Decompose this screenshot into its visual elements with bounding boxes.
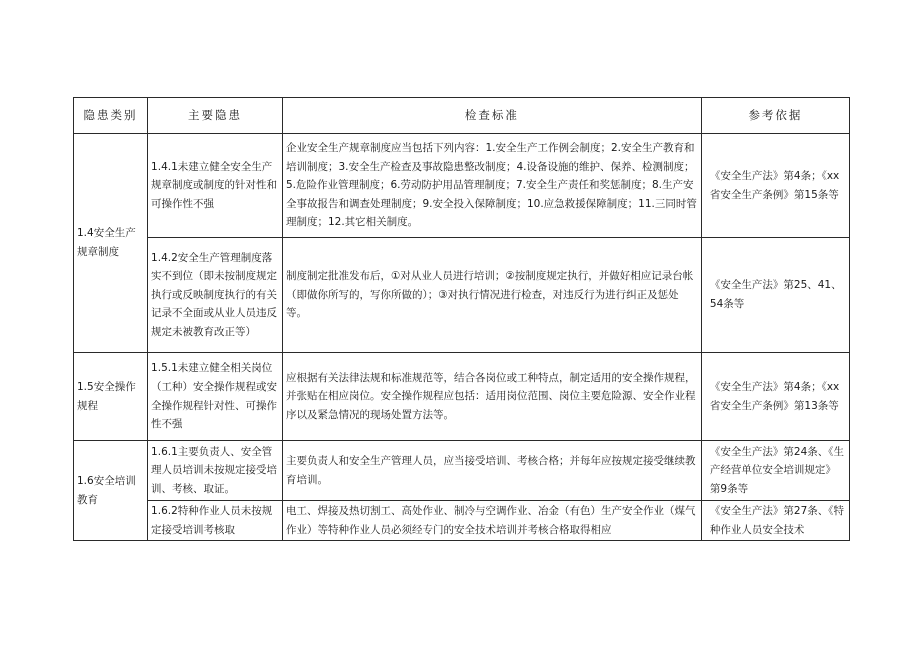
reference-cell: 《安全生产法》第4条；《xx省安全生产条例》第13条等 — [701, 353, 849, 441]
hazard-cell: 1.6.1主要负责人、安全管理人员培训未按规定接受培训、考核、取证。 — [148, 441, 283, 501]
reference-cell: 《安全生产法》第24条、《生产经营单位安全培训规定》第9条等 — [701, 441, 849, 501]
header-reference: 参考依据 — [701, 98, 849, 134]
table-row — [74, 134, 850, 238]
reference-cell: 《安全生产法》第4条；《xx省安全生产条例》第15条等 — [701, 134, 849, 238]
standard-cell: 制度制定批准发布后，①对从业人员进行培训；②按制度规定执行，并做好相应记录台帐（即做你所写的，写你所做的）；③对执行情况进行检查，对违反行为进行纠正及惩处等。 — [282, 238, 701, 353]
standard-cell: 电工、焊接及热切割工、高处作业、制冷与空调作业、冶金（有色）生产安全作业（煤气作业）等特种作业人员必须经专门的安全技术培训并考核合格取得相应 — [282, 501, 701, 541]
standard-cell: 主要负责人和安全生产管理人员，应当接受培训、考核合格；并每年应按规定接受继续教育培训。 — [282, 441, 701, 501]
reference-cell: 《安全生产法》第25、41、54条等 — [701, 238, 849, 353]
header-standard: 检查标准 — [282, 98, 701, 134]
table-row — [74, 238, 850, 353]
category-cell: 1.6安全培训教育 — [74, 441, 148, 541]
header-category: 隐患类别 — [74, 98, 148, 134]
header-row — [74, 98, 850, 134]
reference-cell: 《安全生产法》第27条、《特种作业人员安全技术 — [701, 501, 849, 541]
table-row — [74, 353, 850, 441]
standard-cell: 企业安全生产规章制度应当包括下列内容：1.安全生产工作例会制度；2.安全生产教育和培训制度；3.安全生产检查及事故隐患整改制度；4.设备设施的维护、保养、检测制度；5.危险作业管理制度；6.劳动防护用品管理制度；7.安全生产责任和奖惩制度；8.生产安全事故报告和调查处理制度；9.安全投入保障制度；10.应急救援保障制度；11.三同时管理制度；12.其它相关制度。 — [282, 134, 701, 238]
hazard-table — [73, 97, 850, 541]
hazard-cell: 1.6.2特种作业人员未按规定接受培训考核取 — [148, 501, 283, 541]
table-row — [74, 441, 850, 501]
hazard-cell: 1.4.1未建立健全安全生产规章制度或制度的针对性和可操作性不强 — [148, 134, 283, 238]
header-hazard: 主要隐患 — [148, 98, 283, 134]
hazard-cell: 1.4.2安全生产管理制度落实不到位（即未按制度规定执行或反映制度执行的有关记录不全面或从业人员违反规定未被教育改正等） — [148, 238, 283, 353]
table-row — [74, 501, 850, 541]
category-cell: 1.5安全操作规程 — [74, 353, 148, 441]
hazard-cell: 1.5.1未建立健全相关岗位（工种）安全操作规程或安全操作规程针对性、可操作性不强 — [148, 353, 283, 441]
standard-cell: 应根据有关法律法规和标准规范等，结合各岗位或工种特点，制定适用的安全操作规程，并张贴在相应岗位。安全操作规程应包括：适用岗位范围、岗位主要危险源、安全作业程序以及紧急情况的现场处置方法等。 — [282, 353, 701, 441]
category-cell: 1.4安全生产规章制度 — [74, 134, 148, 353]
